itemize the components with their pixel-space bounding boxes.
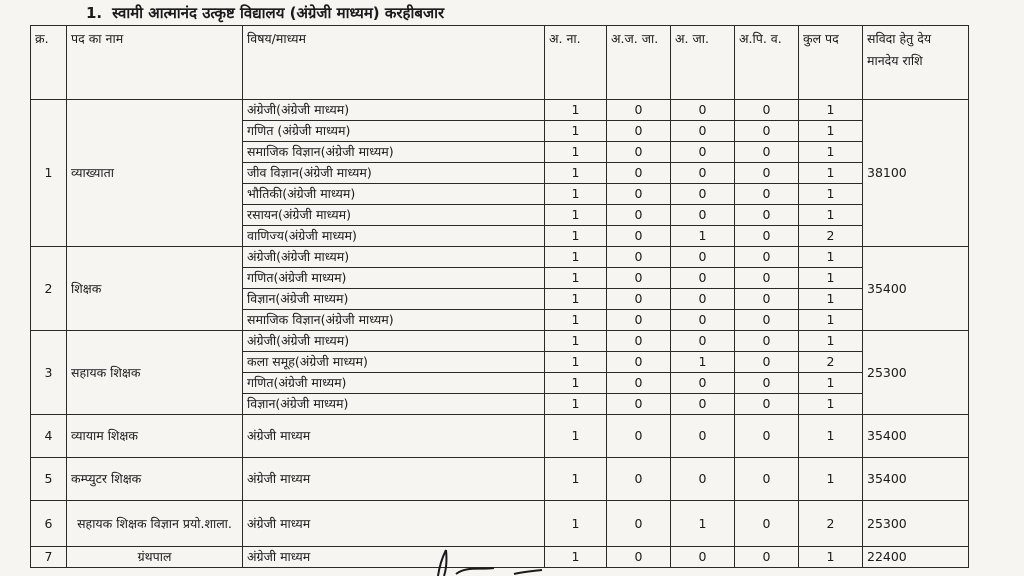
- api-count-cell: 0: [735, 352, 799, 373]
- header-api: अ.पि. व.: [735, 26, 799, 100]
- ajj-count-cell: 0: [607, 331, 671, 352]
- aj-count-cell: 0: [671, 121, 735, 142]
- api-count-cell: 0: [735, 247, 799, 268]
- an-count-cell: 1: [545, 100, 607, 121]
- total-count-cell: 1: [799, 310, 863, 331]
- total-count-cell: 1: [799, 205, 863, 226]
- api-count-cell: 0: [735, 268, 799, 289]
- ajj-count-cell: 0: [607, 373, 671, 394]
- serial-cell: 2: [31, 247, 67, 331]
- pay-amount-cell: 22400: [863, 547, 969, 568]
- total-count-cell: 1: [799, 394, 863, 415]
- subject-cell: रसायन(अंग्रेजी माध्यम): [243, 205, 545, 226]
- table-row: [31, 458, 969, 501]
- ajj-count-cell: 0: [607, 394, 671, 415]
- subject-cell: अंग्रेजी(अंग्रेजी माध्यम): [243, 100, 545, 121]
- subject-cell: अंग्रेजी माध्यम: [243, 415, 545, 458]
- aj-count-cell: 0: [671, 268, 735, 289]
- an-count-cell: 1: [545, 226, 607, 247]
- aj-count-cell: 0: [671, 547, 735, 568]
- ajj-count-cell: 0: [607, 205, 671, 226]
- table-row: [31, 247, 969, 268]
- serial-cell: 7: [31, 547, 67, 568]
- post-name-cell: ग्रंथपाल: [67, 547, 243, 568]
- ajj-count-cell: 0: [607, 352, 671, 373]
- ajj-count-cell: 0: [607, 100, 671, 121]
- subject-cell: गणित (अंग्रेजी माध्यम): [243, 121, 545, 142]
- aj-count-cell: 0: [671, 163, 735, 184]
- aj-count-cell: 0: [671, 289, 735, 310]
- subject-cell: कला समूह(अंग्रेजी माध्यम): [243, 352, 545, 373]
- api-count-cell: 0: [735, 331, 799, 352]
- api-count-cell: 0: [735, 184, 799, 205]
- serial-cell: 1: [31, 100, 67, 247]
- subject-cell: अंग्रेजी माध्यम: [243, 501, 545, 547]
- title-number: 1.: [86, 4, 103, 22]
- pay-amount-cell: 35400: [863, 458, 969, 501]
- post-name-cell: व्यायाम शिक्षक: [67, 415, 243, 458]
- aj-count-cell: 0: [671, 373, 735, 394]
- serial-cell: 4: [31, 415, 67, 458]
- serial-cell: 3: [31, 331, 67, 415]
- total-count-cell: 1: [799, 121, 863, 142]
- header-pay: सविदा हेतु देय मानदेय राशि: [863, 26, 969, 100]
- ajj-count-cell: 0: [607, 547, 671, 568]
- vacancy-table: [30, 25, 969, 568]
- header-sno: क्र.: [31, 26, 67, 100]
- aj-count-cell: 1: [671, 226, 735, 247]
- header-row: [31, 26, 969, 100]
- an-count-cell: 1: [545, 501, 607, 547]
- total-count-cell: 1: [799, 184, 863, 205]
- table-row: [31, 501, 969, 547]
- total-count-cell: 1: [799, 547, 863, 568]
- total-count-cell: 1: [799, 142, 863, 163]
- aj-count-cell: 0: [671, 205, 735, 226]
- total-count-cell: 1: [799, 100, 863, 121]
- aj-count-cell: 0: [671, 415, 735, 458]
- ajj-count-cell: 0: [607, 310, 671, 331]
- aj-count-cell: 0: [671, 310, 735, 331]
- api-count-cell: 0: [735, 394, 799, 415]
- subject-cell: जीव विज्ञान(अंग्रेजी माध्यम): [243, 163, 545, 184]
- api-count-cell: 0: [735, 205, 799, 226]
- api-count-cell: 0: [735, 121, 799, 142]
- post-name-cell: कम्प्युटर शिक्षक: [67, 458, 243, 501]
- an-count-cell: 1: [545, 205, 607, 226]
- ajj-count-cell: 0: [607, 289, 671, 310]
- an-count-cell: 1: [545, 415, 607, 458]
- an-count-cell: 1: [545, 268, 607, 289]
- aj-count-cell: 0: [671, 247, 735, 268]
- total-count-cell: 1: [799, 247, 863, 268]
- title-text: स्वामी आत्मानंद उत्कृष्ट विद्यालय (अंग्रेजी माध्यम) करहीबजार: [112, 4, 445, 22]
- an-count-cell: 1: [545, 142, 607, 163]
- pay-amount-cell: 25300: [863, 331, 969, 415]
- total-count-cell: 1: [799, 415, 863, 458]
- api-count-cell: 0: [735, 100, 799, 121]
- signature-scribble: [410, 548, 560, 576]
- total-count-cell: 1: [799, 289, 863, 310]
- total-count-cell: 1: [799, 163, 863, 184]
- subject-cell: गणित(अंग्रेजी माध्यम): [243, 373, 545, 394]
- ajj-count-cell: 0: [607, 163, 671, 184]
- pay-amount-cell: 35400: [863, 415, 969, 458]
- subject-cell: वाणिज्य(अंग्रेजी माध्यम): [243, 226, 545, 247]
- an-count-cell: 1: [545, 547, 607, 568]
- aj-count-cell: 0: [671, 100, 735, 121]
- serial-cell: 5: [31, 458, 67, 501]
- ajj-count-cell: 0: [607, 142, 671, 163]
- subject-cell: गणित(अंग्रेजी माध्यम): [243, 268, 545, 289]
- aj-count-cell: 0: [671, 458, 735, 501]
- table-body: [31, 100, 969, 568]
- header-aj: अ. जा.: [671, 26, 735, 100]
- pay-amount-cell: 35400: [863, 247, 969, 331]
- aj-count-cell: 1: [671, 501, 735, 547]
- total-count-cell: 1: [799, 458, 863, 501]
- api-count-cell: 0: [735, 547, 799, 568]
- ajj-count-cell: 0: [607, 458, 671, 501]
- aj-count-cell: 0: [671, 142, 735, 163]
- header-total: कुल पद: [799, 26, 863, 100]
- aj-count-cell: 0: [671, 184, 735, 205]
- api-count-cell: 0: [735, 373, 799, 394]
- subject-cell: अंग्रेजी माध्यम: [243, 458, 545, 501]
- ajj-count-cell: 0: [607, 501, 671, 547]
- subject-cell: अंग्रेजी(अंग्रेजी माध्यम): [243, 331, 545, 352]
- table-row: [31, 100, 969, 121]
- an-count-cell: 1: [545, 331, 607, 352]
- subject-cell: समाजिक विज्ञान(अंग्रेजी माध्यम): [243, 310, 545, 331]
- api-count-cell: 0: [735, 458, 799, 501]
- document-title: [86, 3, 444, 23]
- post-name-cell: शिक्षक: [67, 247, 243, 331]
- subject-cell: भौतिकी(अंग्रेजी माध्यम): [243, 184, 545, 205]
- header-post: पद का नाम: [67, 26, 243, 100]
- post-name-cell: सहायक शिक्षक: [67, 331, 243, 415]
- aj-count-cell: 0: [671, 394, 735, 415]
- serial-cell: 6: [31, 501, 67, 547]
- ajj-count-cell: 0: [607, 268, 671, 289]
- an-count-cell: 1: [545, 184, 607, 205]
- pay-amount-cell: 38100: [863, 100, 969, 247]
- subject-cell: विज्ञान(अंग्रेजी माध्यम): [243, 289, 545, 310]
- table-row: [31, 331, 969, 352]
- subject-cell: विज्ञान(अंग्रेजी माध्यम): [243, 394, 545, 415]
- ajj-count-cell: 0: [607, 415, 671, 458]
- an-count-cell: 1: [545, 394, 607, 415]
- api-count-cell: 0: [735, 415, 799, 458]
- total-count-cell: 2: [799, 501, 863, 547]
- total-count-cell: 1: [799, 331, 863, 352]
- an-count-cell: 1: [545, 163, 607, 184]
- an-count-cell: 1: [545, 373, 607, 394]
- aj-count-cell: 1: [671, 352, 735, 373]
- ajj-count-cell: 0: [607, 226, 671, 247]
- total-count-cell: 2: [799, 226, 863, 247]
- header-ajj: अ.ज. जा.: [607, 26, 671, 100]
- header-an: अ. ना.: [545, 26, 607, 100]
- an-count-cell: 1: [545, 121, 607, 142]
- table-row: [31, 415, 969, 458]
- subject-cell: समाजिक विज्ञान(अंग्रेजी माध्यम): [243, 142, 545, 163]
- aj-count-cell: 0: [671, 331, 735, 352]
- api-count-cell: 0: [735, 226, 799, 247]
- an-count-cell: 1: [545, 247, 607, 268]
- subject-cell: अंग्रेजी माध्यम: [243, 547, 545, 568]
- post-name-cell: सहायक शिक्षक विज्ञान प्रयो.शाला.: [67, 501, 243, 547]
- pay-amount-cell: 25300: [863, 501, 969, 547]
- total-count-cell: 2: [799, 352, 863, 373]
- api-count-cell: 0: [735, 289, 799, 310]
- api-count-cell: 0: [735, 163, 799, 184]
- ajj-count-cell: 0: [607, 121, 671, 142]
- header-subject: विषय/माध्यम: [243, 26, 545, 100]
- an-count-cell: 1: [545, 289, 607, 310]
- an-count-cell: 1: [545, 352, 607, 373]
- ajj-count-cell: 0: [607, 184, 671, 205]
- post-name-cell: व्याख्याता: [67, 100, 243, 247]
- an-count-cell: 1: [545, 458, 607, 501]
- total-count-cell: 1: [799, 373, 863, 394]
- an-count-cell: 1: [545, 310, 607, 331]
- ajj-count-cell: 0: [607, 247, 671, 268]
- api-count-cell: 0: [735, 501, 799, 547]
- api-count-cell: 0: [735, 310, 799, 331]
- total-count-cell: 1: [799, 268, 863, 289]
- subject-cell: अंग्रेजी(अंग्रेजी माध्यम): [243, 247, 545, 268]
- api-count-cell: 0: [735, 142, 799, 163]
